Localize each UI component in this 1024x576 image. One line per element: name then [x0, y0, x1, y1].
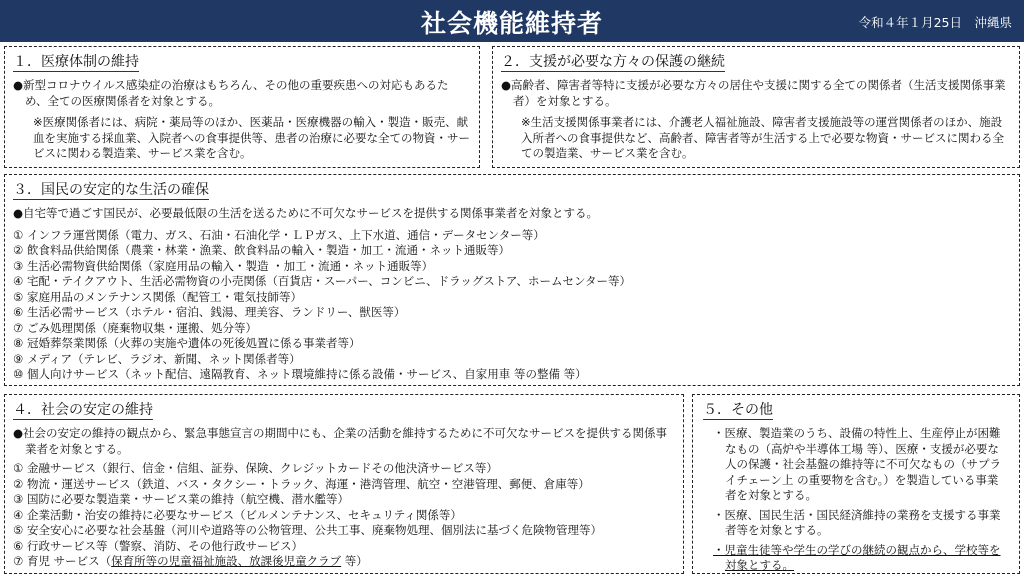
list-item: ③ 国防に必要な製造業・サービス業の維持（航空機、潜水艦等） [13, 492, 349, 506]
list-item: ④ 宅配・テイクアウト、生活必需物資の小売関係（百貨店・スーパー、コンビニ、ドラッグストア、ホームセンター等） [13, 274, 632, 288]
section-heading: １．医療体制の維持 [13, 54, 139, 70]
list-item: ⑥ 生活必需サービス（ホテル・宿泊、銭湯、理美容、ランドリー、獣医等） [13, 305, 406, 319]
section-note: ※医療関係者には、病院・薬局等のほか、医薬品・医療機器の輸入・製造・販売、献血を実施する採血業、入院者への食事提供等、患者の治療に必要な全ての物資・サービスに関わる製造業、サービス業を含む。 [33, 115, 470, 160]
list-item: ⑥ 行政サービス等（警察、消防、その他行政サービス） [13, 538, 303, 553]
list-item: ③ 生活必需物資供給関係（家庭用品の輸入・製造 ・加工・流通・ネット通販等） [13, 258, 434, 273]
section-bullet: ●自宅等で過ごす国民が、必要最低限の生活を送るために不可欠なサービスを提供する関係事業者を対象とする。 [13, 206, 599, 220]
service-list [13, 461, 675, 554]
section-support [492, 46, 1020, 168]
section-heading: ２．支援が必要な方々の保護の継続 [501, 54, 725, 70]
list-item: ② 物流・運送サービス（鉄道、バス・タクシー・トラック、海運・港湾管理、航空・空港管理、郵便、倉庫等） [13, 476, 590, 491]
section-medical [4, 46, 480, 168]
list-item: ⑨ メディア（テレビ、ラジオ、新聞、ネット関係者等） [13, 351, 301, 366]
section-other [692, 394, 1020, 574]
date-prefecture: 令和４年１月25日 沖縄県 [858, 15, 1012, 30]
list-item: ・児童生徒等や学生の学びの継続の観点から、学校等を対象とする。 [713, 542, 1001, 572]
section-bullet: ●新型コロナウイルス感染症の治療はもちろん、その他の重要疾患への対応もあるため、全ての医療関係者を対象とする。 [13, 78, 449, 108]
section-bullet: ●高齢者、障害者等特に支援が必要な方々の居住や支援に関する全ての関係者（生活支援関係事業者）を対象とする。 [501, 78, 1006, 108]
list-item: ・医療、製造業のうち、設備の特性上、生産停止が困難なもの（高炉や半導体工場 等）、医療・支援が必要な人の保護・社会基盤の維持等に不可欠なもの（サプライチェーン上 の重要物を含む。）を製造している事業者を対象とする。 [713, 426, 1001, 502]
section-heading: ４．社会の安定の維持 [13, 402, 153, 418]
section-heading: ３．国民の安定的な生活の確保 [13, 182, 209, 198]
list-item: ⑤ 安全安心に必要な社会基盤（河川や道路等の公物管理、公共工事、廃棄物処理、個別法に基づく危険物管理等） [13, 523, 602, 537]
page-title: 社会機能維持者 [420, 9, 603, 38]
item-text-underlined: 保育所等の児童福祉施設、放課後児童クラブ [111, 554, 342, 568]
list-item: ④ 企業活動・治安の維持に必要なサービス（ビルメンテナンス、セキュリティ関係等） [13, 507, 462, 522]
section-bullet: ●社会の安定の維持の観点から、緊急事態宣言の期間中にも、企業の活動を維持するために不可欠なサービスを提供する関係事業者を対象とする。 [13, 426, 668, 456]
list-item: ⑦ ごみ処理関係（廃棄物収集・運搬、処分等） [13, 320, 257, 335]
section-heading: ５．その他 [703, 402, 773, 418]
section-note: ※生活支援関係事業者には、介護老人福祉施設、障害者支援施設等の運営関係者のほか、施設入所者への食事提供など、高齢者、障害者等が生活する上で必要な物資・サービスに関わる全ての製造業、サービス業を含む。 [521, 115, 1004, 160]
service-list [13, 228, 1011, 383]
header-banner [0, 0, 1024, 42]
list-item [13, 554, 675, 570]
list-item: ⑧ 冠婚葬祭業関係（火葬の実施や遺体の死後処置に係る事業者等） [13, 336, 361, 350]
item-text: ⑦ 育児 サービス（ [13, 554, 112, 568]
section-living [4, 174, 1020, 386]
list-item: ① インフラ運営関係（電力、ガス、石油・石油化学・ＬＰガス、上下水道、通信・データセンター等） [13, 227, 545, 242]
list-item: ② 飲食料品供給関係（農業・林業・漁業、飲食料品の輸入・製造・加工・流通・ネット通販等） [13, 243, 510, 257]
list-item: ・医療、国民生活・国民経済維持の業務を支援する事業者等を対象とする。 [713, 507, 1001, 537]
list-item: ① 金融サービス（銀行、信金・信組、証券、保険、クレジットカードその他決済サービス等） [13, 461, 498, 475]
section-society [4, 394, 684, 574]
item-text: 等） [341, 554, 368, 568]
list-item: ⑩ 個人向けサービス（ネット配信、遠隔教育、ネット環境維持に係る設備・サービス、自家用車 等の整備 等） [13, 367, 587, 381]
list-item: ⑤ 家庭用品のメンテナンス関係（配管工・電気技師等） [13, 289, 303, 304]
